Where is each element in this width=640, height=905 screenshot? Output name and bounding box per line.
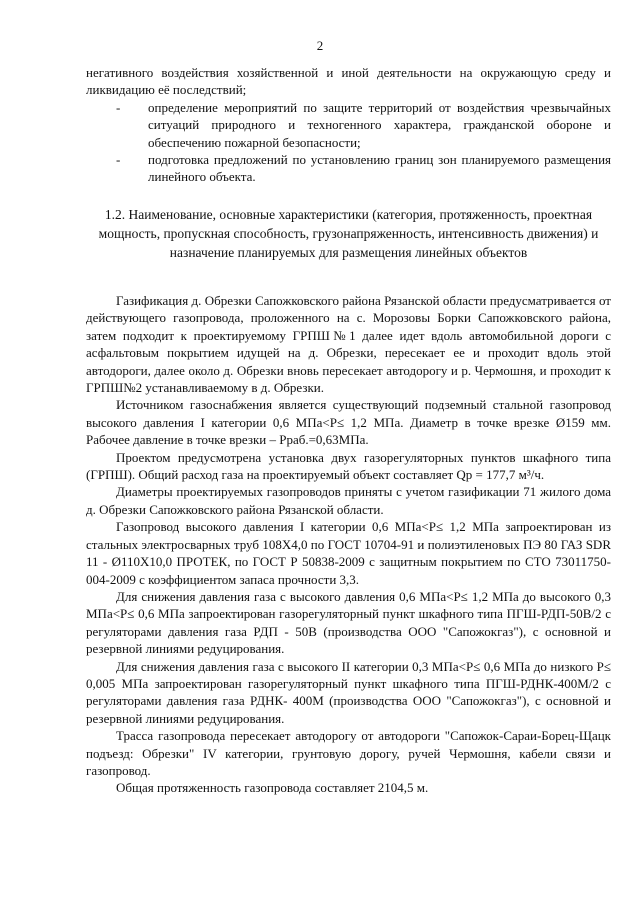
- paragraph: Общая протяженность газопровода составляет 2104,5 м.: [116, 780, 429, 796]
- paragraph: Газификация д. Обрезки Сапожковского района Рязанской области предусматривается от действующего газопровода, проложенного на с. Морозовы Борки Сапожковского района, затем подходит к проектируемому ГРПШ№1 далее идет вдоль автомобильной дороги с асфальтовым покрытием идущей на д. Обрезки, пересекает ее и проходит вдоль этой автодороги, далее около д. Обрезки вновь пересекает автодорогу и р. Чермошня, и проходит к ГРПШ№2 устанавливаемому в д. Обрезки.: [86, 293, 611, 396]
- paragraph: Диаметры проектируемых газопроводов приняты с учетом газификации 71 жилого дома д. Обрезки Сапожковского района Рязанской области.: [86, 484, 611, 517]
- paragraph: Для снижения давления газа с высокого давления 0,6 МПа<Р≤ 1,2 МПа до высокого 0,3 МПа<Р≤ 0,6 МПа запроектирован газорегуляторный пункт шкафного типа ПГШ-РДП-50В/2 с регуляторами давления газа РДП - 50В (производства ООО "Сапожокгаз"), с основной и резервной линиями редуцирования.: [86, 588, 611, 657]
- section-body: [86, 292, 611, 797]
- intro-block: [86, 64, 611, 186]
- paragraph: Проектом предусмотрена установка двух газорегуляторных пунктов шкафного типа (ГРПШ). Общий расход газа на проектируемый объект составляет Qр = 177,7 м³/ч.: [86, 449, 611, 483]
- bullet-text: подготовка предложений по установлению границ зон планируемого размещения линейного объекта.: [148, 152, 611, 185]
- section-heading: 1.2. Наименование, основные характеристики (категория, протяженность, проектная мощность, пропускная способность, грузонапряженность, интенсивность движения) и назначение планируемых для размещения линейных объектов: [98, 207, 599, 260]
- paragraph: Газопровод высокого давления I категории 0,6 МПа<Р≤ 1,2 МПа запроектирован из стальных электросварных труб 108Х4,0 по ГОСТ 10704-91 и полиэтиленовых ПЭ 80 ГАЗ SDR 11 - Ø110Х10,0 ПРОТЕК, по ГОСТ Р 50838-2009 с защитным покрытием по СТО 73011750-004-2009 с коэффициентом запаса прочности 3,3.: [86, 519, 611, 587]
- bullet-text: определение мероприятий по защите территорий от воздействия чрезвычайных ситуаций природного и техногенного характера, гражданской обороне и обеспечению пожарной безопасности;: [148, 99, 611, 150]
- paragraph: Источником газоснабжения является существующий подземный стальной газопровод высокого давления I категории 0,6 МПа<Р≤ 1,2 МПа. Диаметр в точке врезке Ø159 мм. Рабочее давление в точке врезки – Рраб.=0,63МПа.: [86, 397, 611, 448]
- bullet-item: [86, 151, 611, 186]
- page-number: 2: [316, 38, 324, 53]
- bullet-marker: -: [116, 152, 121, 168]
- bullet-marker: -: [116, 99, 121, 115]
- paragraph: Трасса газопровода пересекает автодорогу от автодороги "Сапожок-Сараи-Борец-Щацк подъезд: Обрезки" IV категории, грунтовую дорогу, ручей Чермошня, кабели связи и газопровод.: [86, 728, 611, 778]
- bullet-item: [86, 99, 611, 151]
- intro-lead: негативного воздействия хозяйственной и иной деятельности на окружающую среду и ликвидацию её последствий;: [86, 65, 611, 98]
- paragraph: Для снижения давления газа с высокого II категории 0,3 МПа<Р≤ 0,6 МПа до низкого Р≤ 0,005 МПа запроектирован газорегуляторный пункт шкафного типа ПГШ-РДНК-400М/2 с регуляторами давления газа РДНК- 400М (производства ООО "Сапожокгаз"), с основной и резервной линиями редуцирования.: [86, 658, 611, 726]
